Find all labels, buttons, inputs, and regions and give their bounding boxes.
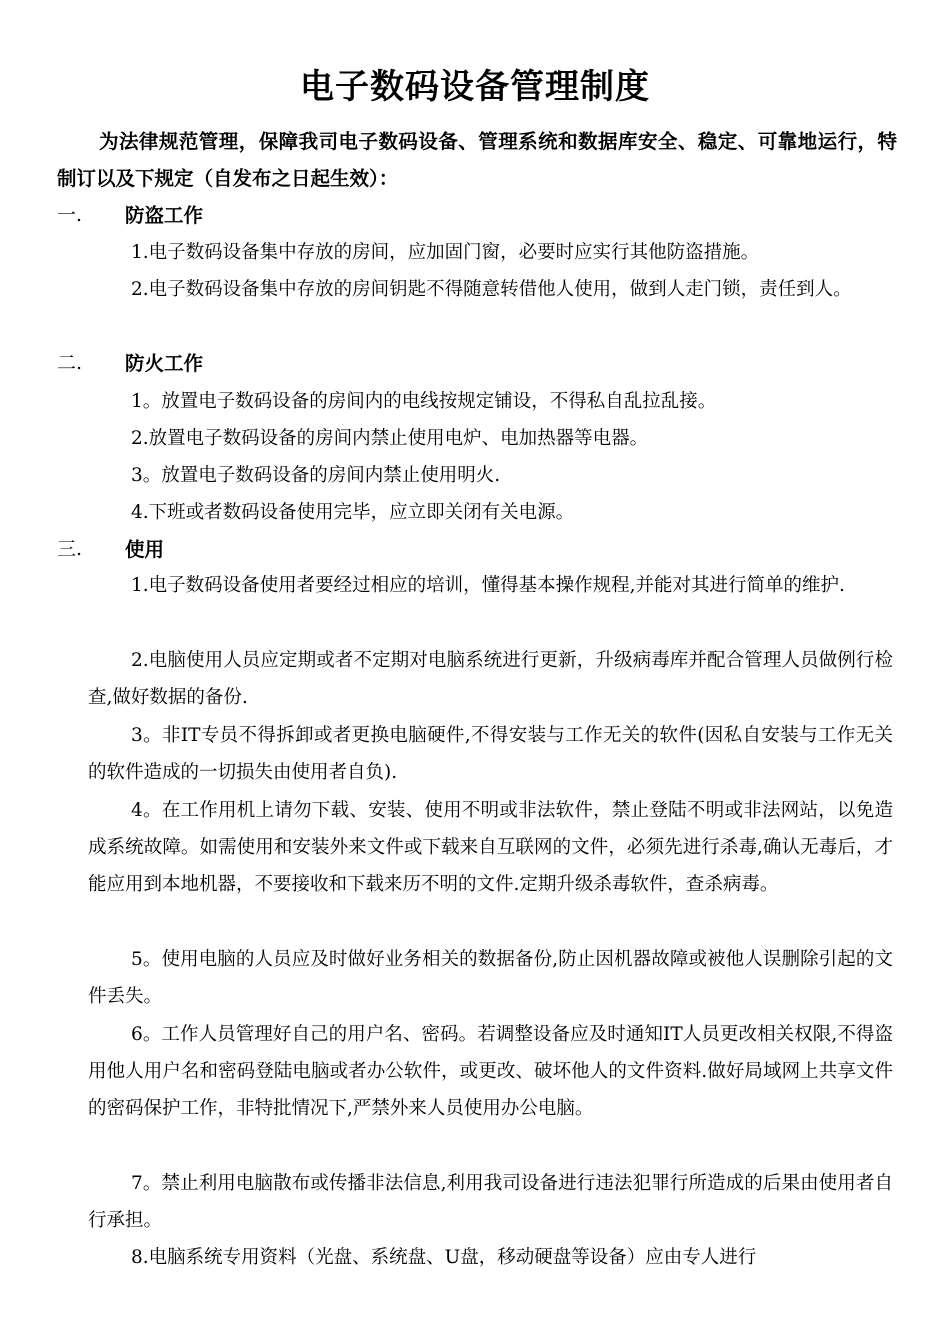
- section-3-item-1: 1.电子数码设备使用者要经过相应的培训，懂得基本操作规程,并能对其进行简单的维护.: [131, 575, 845, 596]
- section-number: 一.: [57, 204, 83, 226]
- section-3-item-4: 4。在工作用机上请勿下载、安装、使用不明或非法软件，禁止登陆不明或非法网站，以免造成系统故障。如需使用和安装外来文件或下载来自互联网的文件，必须先进行杀毒,确认无毒后，才能应用到本地机器，不要接收和下载来历不明的文件.定期升级杀毒软件，查杀病毒。: [88, 800, 893, 895]
- section-number: 二.: [57, 352, 83, 374]
- section-3-item-8: 8.电脑系统专用资料（光盘、系统盘、U盘，移动硬盘等设备）应由专人进行: [131, 1247, 757, 1268]
- section-3-item-6: 6。工作人员管理好自己的用户名、密码。若调整设备应及时通知IT人员更改相关权限,不得盗用他人用户名和密码登陆电脑或者办公软件，或更改、破坏他人的文件资料.做好局域网上共享文件的密码保护工作，非特批情况下,严禁外来人员使用办公电脑。: [88, 1024, 893, 1119]
- section-title: 防火工作: [125, 352, 204, 375]
- section-2-item-1: 1。放置电子数码设备的房间内的电线按规定铺设，不得私自乱拉乱接。: [131, 391, 717, 412]
- section-number: 三.: [57, 538, 83, 560]
- section-3-item-3: 3。非IT专员不得拆卸或者更换电脑硬件,不得安装与工作无关的软件(因私自安装与工作无关的软件造成的一切损失由使用者自负).: [88, 725, 893, 783]
- section-2-item-3: 3。放置电子数码设备的房间内禁止使用明火.: [131, 465, 501, 486]
- section-3-item-7: 7。禁止利用电脑散布或传播非法信息,利用我司设备进行违法犯罪行所造成的后果由使用者自行承担。: [88, 1173, 893, 1231]
- section-title: 使用: [125, 538, 165, 561]
- section-1-item-2: 2.电子数码设备集中存放的房间钥匙不得随意转借他人使用，做到人走门锁，责任到人。: [131, 279, 852, 300]
- section-3-item-5: 5。使用电脑的人员应及时做好业务相关的数据备份,防止因机器故障或被他人误删除引起的文件丢失。: [88, 949, 893, 1007]
- section-1-item-1: 1.电子数码设备集中存放的房间，应加固门窗，必要时应实行其他防盗措施。: [131, 242, 760, 263]
- section-title: 防盗工作: [125, 204, 204, 227]
- intro-paragraph: 为法律规范管理，保障我司电子数码设备、管理系统和数据库安全、稳定、可靠地运行，特制订以及下规定（自发布之日起生效）：: [57, 130, 897, 190]
- section-2-item-2: 2.放置电子数码设备的房间内禁止使用电炉、电加热器等电器。: [131, 428, 649, 449]
- section-3-item-2: 2.电脑使用人员应定期或者不定期对电脑系统进行更新，升级病毒库并配合管理人员做例行检查,做好数据的备份.: [88, 650, 893, 708]
- document-title: 电子数码设备管理制度: [300, 67, 650, 107]
- section-2-item-4: 4.下班或者数码设备使用完毕，应立即关闭有关电源。: [131, 502, 575, 523]
